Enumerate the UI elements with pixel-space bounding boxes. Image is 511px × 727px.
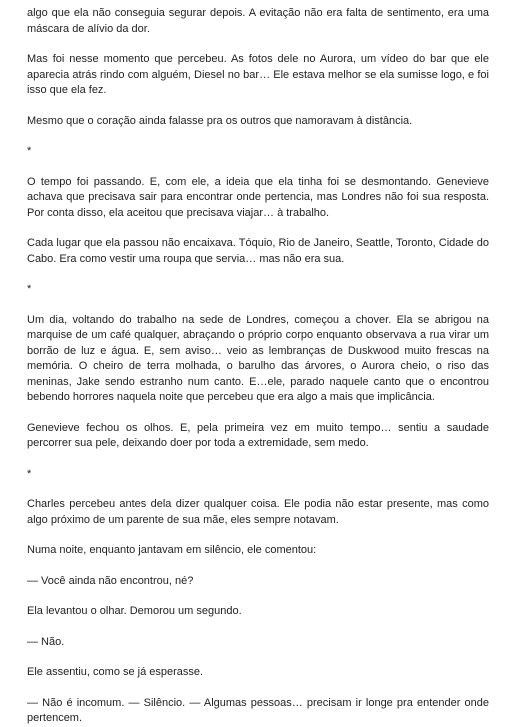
scene-break-2: * bbox=[27, 283, 32, 295]
paragraph-9: Numa noite, enquanto jantavam em silêncio, ele comentou: bbox=[27, 544, 317, 556]
dialogue-3: — Não é incomum. — Silêncio. — Algumas pessoas… precisam ir longe pra entender onde pertencem. bbox=[27, 696, 489, 724]
paragraph-11: Ele assentiu, como se já esperasse. bbox=[27, 666, 204, 678]
paragraph-4: O tempo foi passando. E, com ele, a ideia que ela tinha foi se desmontando. Genevieve achava que precisava sair para encontrar onde pertencia, mas Londres não foi sua resposta. Por conta disso, ela aceitou que precisava viajar… à trabalho. bbox=[27, 175, 489, 219]
paragraph-7: Genevieve fechou os olhos. E, pela primeira vez em muito tempo… sentiu a saudade percorrer sua pele, deixando doer por toda a extremidade, sem medo. bbox=[27, 421, 489, 449]
paragraph-10: Ela levantou o olhar. Demorou um segundo. bbox=[27, 605, 242, 617]
dialogue-2: — Não. bbox=[27, 635, 65, 648]
paragraph-8: Charles percebeu antes dela dizer qualquer coisa. Ele podia não estar presente, mas como algo próximo de um parente de sua mãe, eles sempre notavam. bbox=[27, 498, 489, 526]
paragraph-5: Cada lugar que ela passou não encaixava. Tóquio, Rio de Janeiro, Seattle, Toronto, Cidade do Cabo. Era como vestir uma roupa que servia… mas não era sua. bbox=[27, 237, 489, 265]
scene-break-3: * bbox=[27, 467, 32, 480]
paragraph-6: Um dia, voltando do trabalho na sede de Londres, começou a chover. Ela se abrigou na marquise de um café qualquer, abraçando o próprio corpo enquanto observava a rua virar um borrão de luz e água. E, sem aviso… veio as lembranças de Duskwood muito frescas na memória. O cheiro de terra molhada, o barulho das árvores, o Aurora cheio, o riso das meninas, Jake sendo estranho num canto. E…ele, parado naquele canto que o encontrou bebendo horrores naquela noite que percebeu que era algo a mais que implicância. bbox=[27, 313, 489, 403]
paragraph-3: Mesmo que o coração ainda falasse pra os outros que namoravam à distância. bbox=[27, 114, 413, 127]
paragraph-1: algo que ela não conseguia segurar depois. A evitação não era falta de sentimento, era uma máscara de alívio da dor. bbox=[27, 7, 489, 35]
paragraph-2: Mas foi nesse momento que percebeu. As fotos dele no Aurora, um vídeo do bar que ele aparecia atrás rindo com alguém, Diesel no bar… Ele estava melhor se ela sumisse logo, e foi isso que ela fez. bbox=[27, 53, 489, 96]
dialogue-1: — Você ainda não encontrou, né? bbox=[27, 574, 194, 587]
scene-break-1: * bbox=[27, 145, 32, 157]
